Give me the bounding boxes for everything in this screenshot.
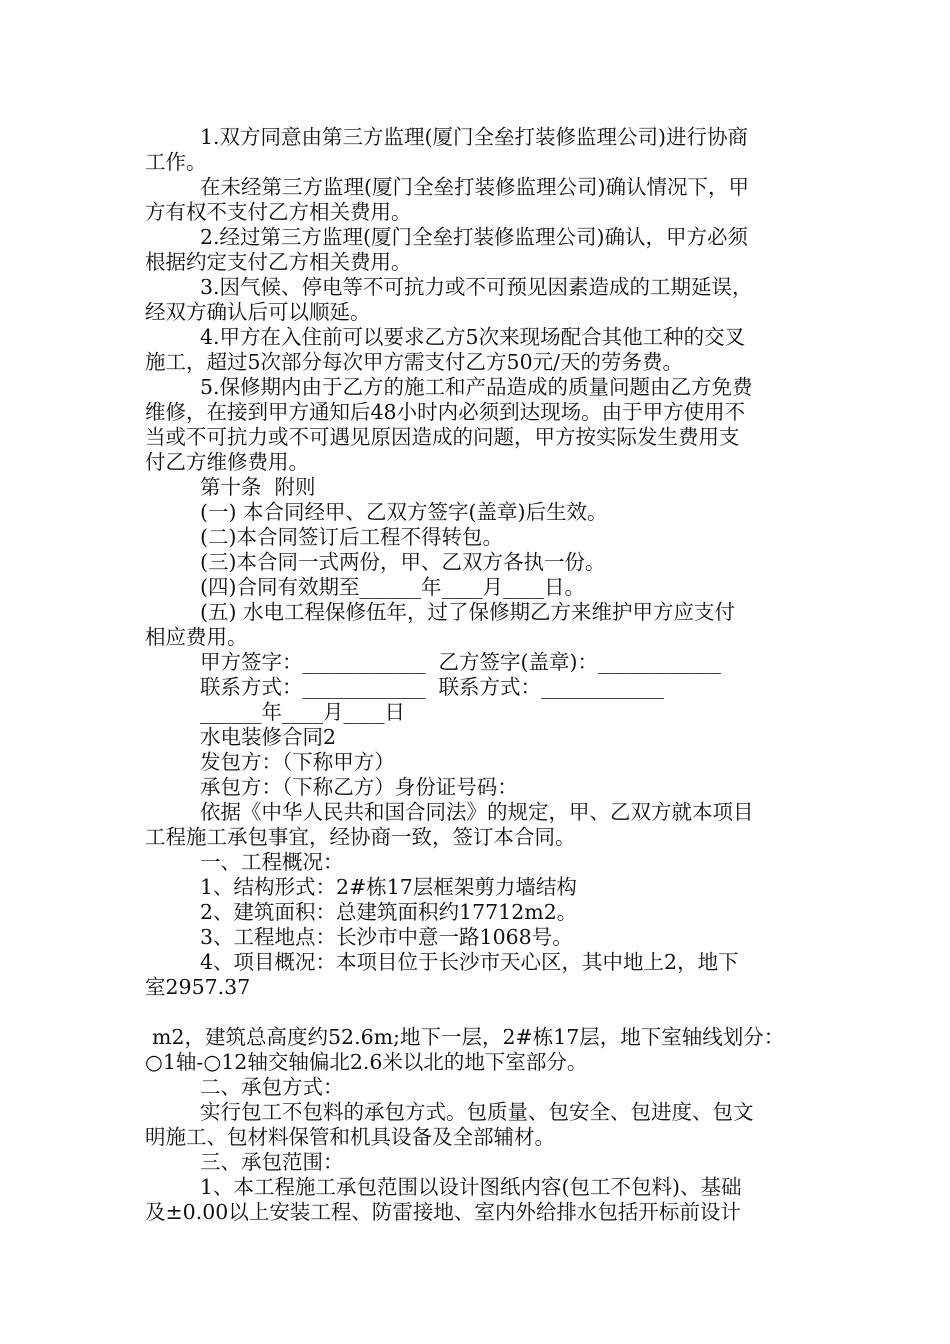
section-heading: 一、工程概况： bbox=[200, 850, 344, 874]
section-heading: 二、承包方式： bbox=[200, 1075, 344, 1099]
text-line: 工作。 bbox=[145, 150, 207, 174]
text-line: 2.经过第三方监理(厦门全垒打装修监理公司)确认，甲方必须 bbox=[200, 225, 749, 249]
text-line: (二)本合同签订后工程不得转包。 bbox=[200, 525, 503, 549]
text-line: m2，建筑总高度约52.6m;地下一层，2#栋17层，地下室轴线划分： bbox=[152, 1025, 785, 1049]
text-line: 1、结构形式：2#栋17层框架剪力墙结构 bbox=[200, 875, 577, 899]
text-line: 当或不可抗力或不可遇见原因造成的问题，甲方按实际发生费用支 bbox=[145, 425, 740, 449]
text-line: 1、本工程施工承包范围以设计图纸内容(包工不包料)、基础 bbox=[200, 1175, 742, 1199]
text-line: 经双方确认后可以顺延。 bbox=[145, 300, 371, 324]
text-line: 3.因气候、停电等不可抗力或不可预见因素造成的工期延误， bbox=[200, 275, 753, 299]
text-line: 明施工、包材料保管和机具设备及全部辅材。 bbox=[145, 1125, 555, 1149]
text-line: 2、建筑面积：总建筑面积约17712m2。 bbox=[200, 900, 578, 924]
text-line: 相应费用。 bbox=[145, 625, 248, 649]
text-line: 根据约定支付乙方相关费用。 bbox=[145, 250, 412, 274]
text-line: 3、工程地点：长沙市中意一路1068号。 bbox=[200, 925, 573, 949]
text-line: 室2957.37 bbox=[145, 975, 251, 999]
text-line: 4.甲方在入住前可以要求乙方5次来现场配合其他工种的交叉 bbox=[200, 325, 746, 349]
text-line: 4、项目概况：本项目位于长沙市天心区，其中地上2，地下 bbox=[200, 950, 739, 974]
text-line: 维修，在接到甲方通知后48小时内必须到达现场。由于甲方使用不 bbox=[145, 400, 746, 424]
text-line: 方有权不支付乙方相关费用。 bbox=[145, 200, 412, 224]
text-line: (五) 水电工程保修伍年，过了保修期乙方来维护甲方应支付 bbox=[200, 600, 736, 624]
text-line: (四)合同有效期至______年____月____日。 bbox=[200, 575, 585, 599]
text-line: 实行包工不包料的承包方式。包质量、包安全、包进度、包文 bbox=[200, 1100, 754, 1124]
contact-line: 联系方式：____________ 联系方式：____________ bbox=[200, 675, 665, 699]
text-line: 依据《中华人民共和国合同法》的规定，甲、乙双方就本项目 bbox=[200, 800, 754, 824]
text-line: (一) 本合同经甲、乙双方签字(盖章)后生效。 bbox=[200, 500, 608, 524]
text-line: 1.双方同意由第三方监理(厦门全垒打装修监理公司)进行协商 bbox=[200, 125, 749, 149]
text-line: 承包方：（下称乙方）身份证号码： bbox=[200, 775, 518, 799]
text-line: 付乙方维修费用。 bbox=[145, 450, 309, 474]
text-line: 在未经第三方监理(厦门全垒打装修监理公司)确认情况下，甲 bbox=[200, 175, 749, 199]
signature-line: 甲方签字：____________ 乙方签字(盖章)：____________ bbox=[200, 650, 722, 674]
text-line: ○1轴-○12轴交轴偏北2.6米以北的地下室部分。 bbox=[145, 1050, 588, 1074]
text-line: 工程施工承包事宜，经协商一致，签订本合同。 bbox=[145, 825, 576, 849]
text-line: 施工，超过5次部分每次甲方需支付乙方50元/天的劳务费。 bbox=[145, 350, 684, 374]
contract-title: 水电装修合同2 bbox=[200, 725, 337, 749]
text-line: 5.保修期内由于乙方的施工和产品造成的质量问题由乙方免费 bbox=[200, 375, 753, 399]
text-line: 及±0.00以上安装工程、防雷接地、室内外给排水包括开标前设计 bbox=[145, 1200, 741, 1224]
text-line: 发包方：（下称甲方） bbox=[200, 750, 395, 774]
date-line: ______年____月____日 bbox=[200, 700, 405, 724]
section-heading: 第十条 附则 bbox=[200, 475, 316, 499]
text-line: (三)本合同一式两份，甲、乙双方各执一份。 bbox=[200, 550, 606, 574]
section-heading: 三、承包范围： bbox=[200, 1150, 344, 1174]
